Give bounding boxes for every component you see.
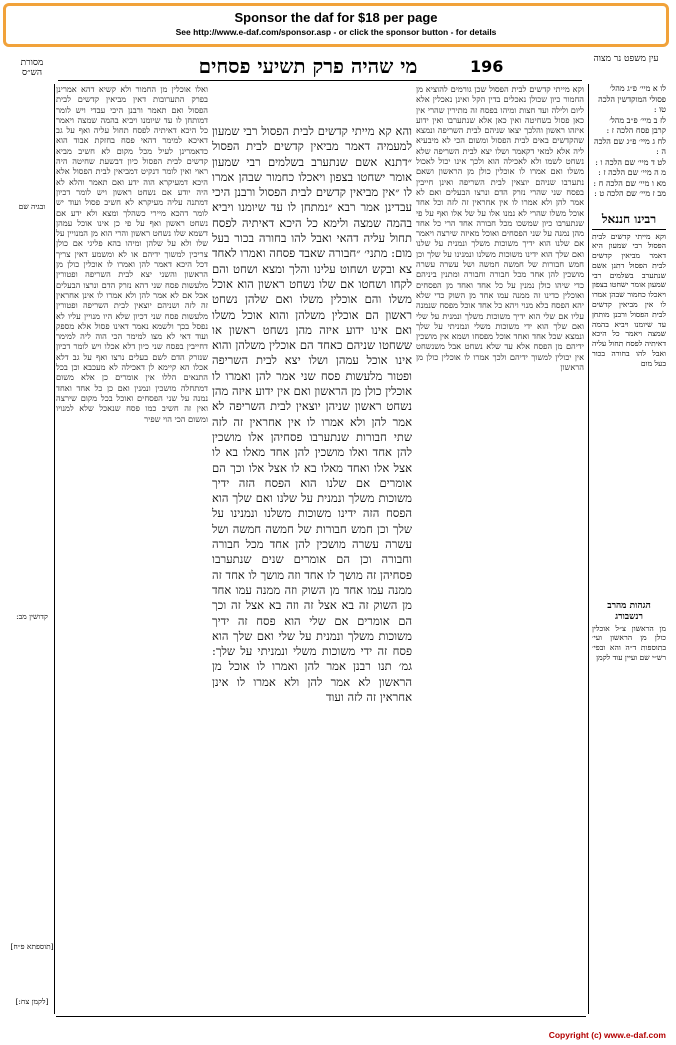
ein-mishpat-refs — [592, 84, 666, 200]
chapter-title: מי שהיה פרק תשיעי פסחים — [198, 54, 418, 78]
right-margin — [592, 84, 666, 1014]
ein-mishpat-ref: לט ד מיי׳ שם הלכה ו : — [595, 157, 666, 167]
sponsor-banner[interactable] — [3, 3, 669, 47]
margin-note: [לקמן צח:] — [15, 997, 49, 1006]
margin-note: קדושין מב: — [16, 612, 48, 621]
ein-mishpat-ref: לו א מיי׳ פ״ג מהל׳ — [609, 84, 666, 93]
talmud-page — [8, 52, 666, 1022]
hagahot-text: מן הראשון צ״ל אוכלין כולן מן הראשון ועי׳ בתוספות ד״ה והא ובפי׳ רש״י שם ועיין עוד לקמן — [592, 623, 666, 662]
sponsor-subtitle[interactable]: See http://www.e-daf.com/sponsor.asp - or click the sponsor button - for details — [175, 27, 497, 37]
rabbeinu-chananel-heading: רבינו חננאל — [592, 212, 666, 230]
ein-mishpat-ref: מב ז מיי׳ שם הלכה ט : — [594, 189, 666, 198]
ein-mishpat-ref: מא ו מיי׳ שם הלכה ח : — [593, 178, 666, 188]
margin-note: ובגיה שם — [18, 202, 46, 211]
column-divider — [588, 84, 589, 1014]
page-header — [8, 52, 666, 80]
sponsor-title[interactable]: Sponsor the daf for $18 per page — [234, 10, 438, 25]
ein-mishpat-ref: לח ג מיי׳ פ״ג שם הלכה ה : — [594, 136, 666, 156]
page-number: 196 — [470, 57, 504, 76]
hagahot-heading: הגהות מהרב רנשבורג — [607, 600, 651, 622]
gemara-column — [212, 124, 412, 1014]
ein-mishpat-ref: פסולי המוקדשין הלכה טו : — [598, 94, 666, 114]
tosafot-text: ואלו אוכלין מן החמור ולא קשיא דהא אמרינן בפרק התערובות דאין מביאין קדשים לבית הפסול ואם תאמר ורבנן היכי עבדי ויש לומר דמותחן לו עד שיומנו ויביא בהמה שמצה ויאמר כל היכא דאיתיה לפסח תחול עליה ואף על גב דאיכא למימר דהאי פסח בחזקת אבוד הוא כדאמרינן לעיל מכל מקום לא חשיב מביא קדשים לבית הפסול כיון דבשעת שחיטה היה ראוי ואין לומר דנקיט דמביאין לבית הפסול אלא היכא דמעיקרא הוה ידע ואם תאמר והלא לא היה יודע אם נשחט ראשון ויש לומר דכיון דמתנה עליה מעיקרא לא חשיב פסול ועוד יש לומר דהכא מיירי כשהלך ומצא ולא ידע אם נשחט ראשון ואף על פי כן אינו אוכל עמהן דשמא שלו נשחט ראשון והרי הוא מן המנויין על שלו ולא על שלהן ומיהו בהא פליגי אם כולן צריכין למשוך ידיהם או לא ומשמע דאין צריך דכל היכא דאמר להן ואמרו לו אוכלין כולן מן הראשון והשני יצא לבית השריפה ופטורין מלעשות פסח שני דהא נזרק הדם ונרצו הבעלים אבל אם לא אמר להן ולא אמרו לו אינן אחראין זה לזה ושניהם יוצאין לבית השריפה ופטורין מלעשות פסח שני דכיון שלא היו מנויין עליו לא נפסל בכך ולשמא נאמר דאינו פסול אלא מספק ועוד דאי לא מצו למימר הכי הוה ליה למימר דחייבין בפסח שני כיון דלא אכלו ויש לומר דכיון שנזרק הדם לשם בעלים נרצו ואף על גב דלא אכלו הא קיימא לן דאכילה לא מעכבא וכן בכל התנאים הללו אין אומרים כן אלא משום דמתחלה מושכין ונמנין ואם כן כל אחד ואחד נמנה על שני הפסחים ואוכל בכל מקום שירצה ואין זה חשיב כמו פסח שנאכל שלא למנויו ומשום הכי הוי שפיר — [56, 84, 208, 424]
column-divider — [54, 84, 55, 1014]
copyright-notice[interactable]: Copyright (c) www.e-daf.com — [548, 1030, 666, 1040]
tosafot-column — [56, 84, 208, 1014]
margin-note: [תוספתא פ״ח] — [10, 942, 54, 951]
rashi-text: וקא מייתי קדשים לבית הפסול שכן גורמים להוציא מן החמור כיון שכולן נאכלים בדין הקל ואינן נאכלין אלא ליום ולילה ועד חצות ומיהו בפסח זה מתירין שהרי אין כאן פסול בשחיטה ואין כאן אלא שנתערבו ואין ידוע איזהו ראשון והלכך יצאו שניהם לבית השריפה ונמצא שהקדשים באים לבית הפסול ומשום הכי לא מיבעיא ליה אלא למאי דקאמר ושלו יצא לבית השריפה שלא נשחט לשמו ולא לאכילה הוא ולכך אינו יכול לאכול משלו ואם אמרו לו אוכלין כולן מן הראשון ושאם נתערבו שניהם יוצאין לבית השריפה ואינן חייבין בפסח שני שהרי נזרק הדם ונרצו הבעלים ואם לא אמר להן ולא אמרו לו אין אחראין זה לזה וכל אחד אוכל משלו שהרי לא נמנו אלו על של אלו ואף על פי שנתערבו כיון שמשכו מכל חבורה אחד הרי כל אחד מהן נמנה על שני הפסחים ואוכל מאיזה שירצה ויאמר אם שלנו הוא ידיך משוכות משלך ונמנית על שלנו ואם שלך הוא ידינו משוכות משלנו ונמנינו על שלך וכן חמש חבורות של חמשה חמשה ושל עשרה עשרה מושכין להן אחד מכל חבורה וחבורה ומתנין ביניהם כדי שיהו כולן נמנין על כל אחד ואחד מן הפסחים ואוכלין כדינו זה ממנה עמו אחד מן השוק כדי שלא יהא הפסח בלא מנוי ויהא כל אחד אוכל מפסח שנמנה עליו אם שלי הוא ידיך משוכות משלך ונמנית על שלי ואם שלך הוא ידי משוכות משלי ונמניתי על שלך ונמצא שכל אחד ואחד אוכל מפסחו ושמא אין מושכין ידיהם מן הפסח אלא עד שלא נשחט אבל משנשחט אין יכולין למשוך ידיהם ולכך אמרו לו אוכלין כולן מן הראשון — [416, 84, 584, 373]
ein-mishpat-ref: מ ה מיי׳ שם הלכה ז : — [598, 168, 666, 177]
bottom-rule — [56, 1016, 586, 1017]
ein-mishpat-ref: לז ב מיי׳ פ״ב מהל׳ — [609, 115, 666, 125]
gemara-text: והא קא מייתי קדשים לבית הפסול רבי שמעון למעמיה דאמר מביאין קדשים לבית הפסול ״דתנא אשם שנתערב בשלמים רבי שמעון אומר ישחטו בצפון ויאכלו כחמור שבהן אמרו לו ״אין מביאין קדשים לבית הפסול ורבנן היכי עבדינן אמר רבא ״נמתחן לו עד שיומנו ויביא בהמה שמצה ולימא כל היכא דאיתיה לפסח תחול עליה דהאי ואבל להו בחורה בכור בעל מום: מתני׳ ״חבורה שאבד פסחה ואמרו לאחד צא ובקש ושחוט עלינו והלך ומצא ושחט והם לקחו ושחטו אם שלו נשחט ראשון הוא אוכל משלו והם אוכלין משלו ואם שלהן נשחט ראשון הם אוכלין משלהן והוא אוכל משלו ואם אינו ידוע איזה מהן נשחט ראשון או ששחטו שניהם כאחד הם אוכלין משלהן והוא אינו אוכל עמהן ושלו יצא לבית השריפה ופטור מלעשות פסח שני אמר להן ואמרו לו אוכלין כולן מן הראשון ואם אין ידוע איזה מהן נשחט ראשון שניהן יוצאין לבית השריפה לא אמר להן ולא אמרו לו אין אחראין זה לזה שתי חבורות שנתערבו פסחיהן אלו מושכין להן אחד ואלו מושכין להן אחד מאלו בא לו אצל אלו ואחד מאלו בא לו אצל אלו וכך הם אומרים אם שלנו הוא הפסח הזה ידיך משוכות משלך ונמנית על שלנו ואם שלך הוא הפסח הזה ידינו משוכות משלנו ונמנינו על שלך וכן חמש חבורות של חמשה חמשה ושל עשרה עשרה מושכין להן אחד מכל חבורה וחבורה וכן הם אומרים שנים שנתערבו פסחיהן זה מושך לו אחד וזה מושך לו אחד זה ממנה עמו אחד מן השוק וזה ממנה עמו אחד מן השוק זה בא אצל זה וזה בא אצל זה וכך הם אומרים אם שלי הוא פסח זה ידיך משוכות משלך ונמנית על שלי ואם שלך הוא פסח זה ידי משוכות משלי ונמניתי על שלך: גמ׳ תנו רבנן אמר להן ואמרו לו אוכל מן הראשון לא אמר להן ולא אמרו לו אינן אחראין זה לזה ועוד — [212, 124, 412, 704]
ein-mishpat-label: עין משפט נר מצוה — [593, 54, 659, 64]
ein-mishpat-ref: קרבן פסח הלכה ז : — [606, 126, 666, 135]
rabbeinu-chananel-text: וקא מייתי קדשים לבית הפסול רבי שמעון היא דאמר מביאין קדשים לבית הפסול דתנן אשם שנתערב בשלמים רבי שמעון אומר ישחטו בצפון ויאכלו כחמור שבהן אמרו לו אין מביאין קדשים לבית הפסול ורבנן מותחן עד שיומנו ויביא בהמה שמצה ויאמר כל היכא דאיתיה לפסח תחול עליה ואבל להו בחורה בכור בעל מום — [592, 231, 666, 368]
masoret-hashas-label: מסורת הש״ס — [20, 58, 44, 78]
rashi-column — [416, 84, 584, 1014]
header-rule — [58, 80, 582, 81]
